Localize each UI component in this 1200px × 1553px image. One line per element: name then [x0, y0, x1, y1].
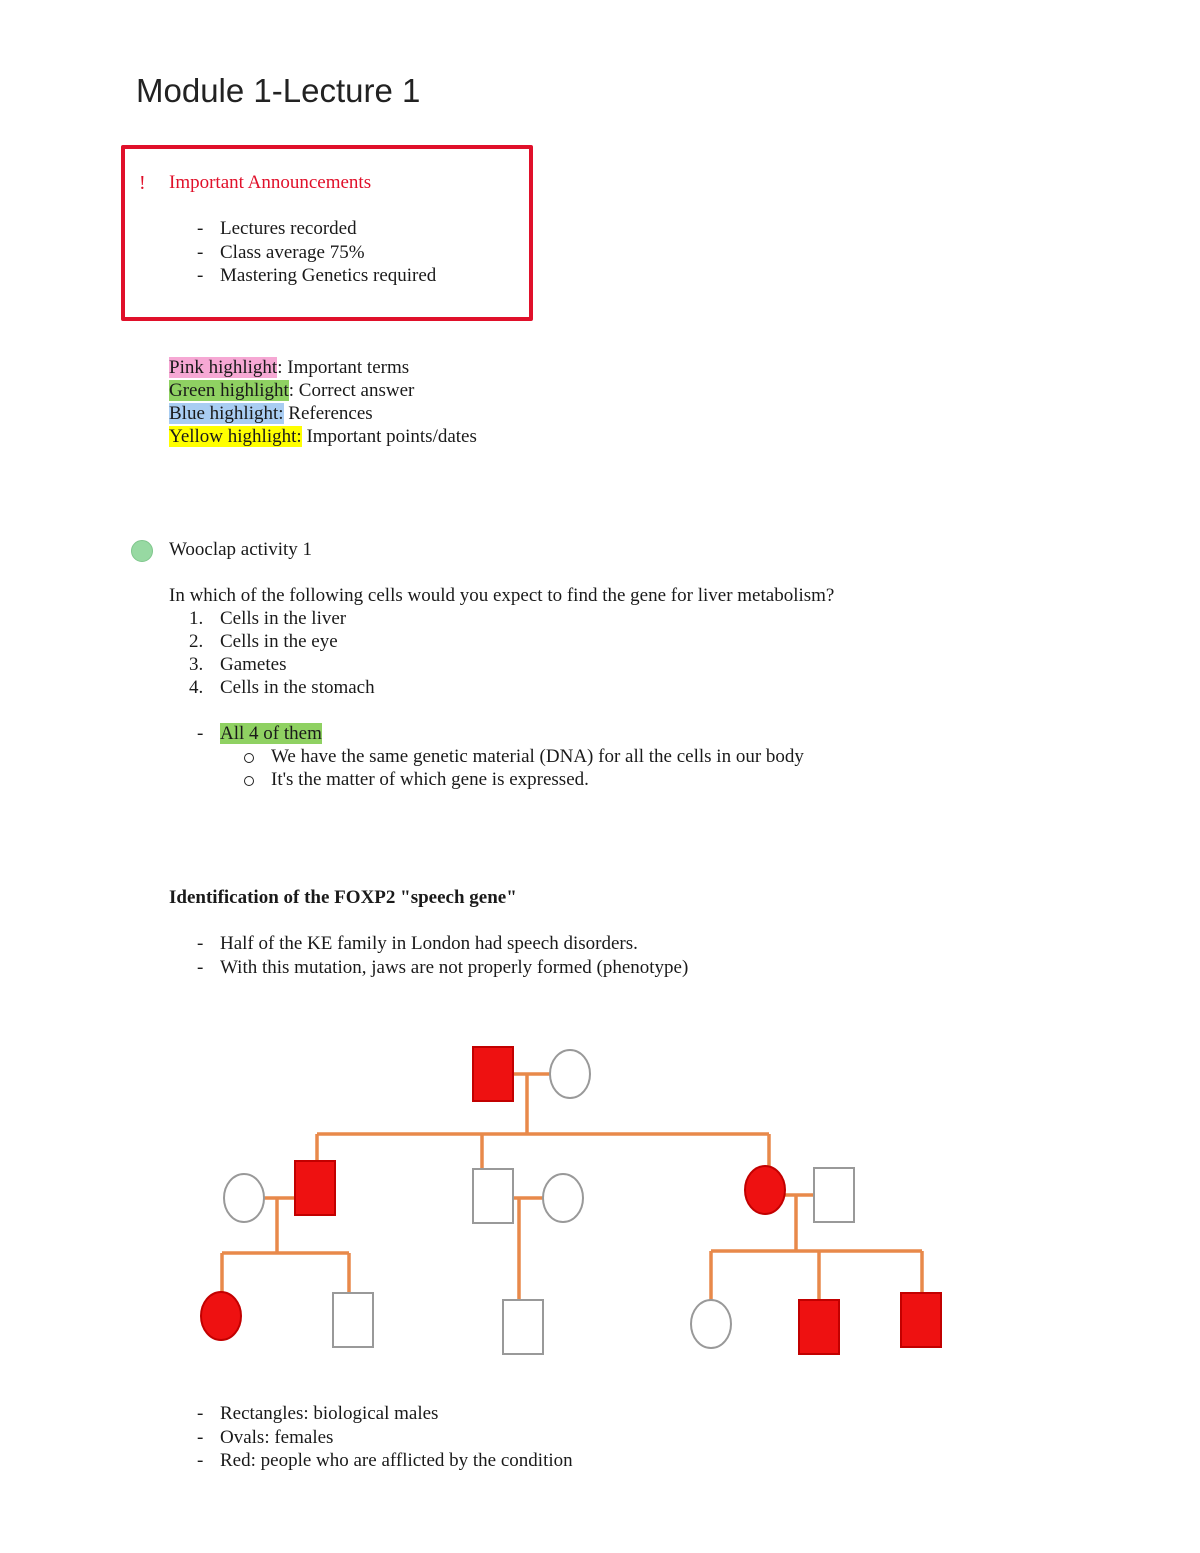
bullet-circle-icon: [244, 776, 254, 786]
section-heading: Identification of the FOXP2 "speech gene": [169, 887, 517, 908]
list-item: - Rectangles: biological males: [197, 1403, 439, 1424]
legend-blue: Blue highlight: References: [169, 403, 373, 424]
male-affected-symbol: [799, 1300, 839, 1354]
list-item: 2. Cells in the eye: [189, 631, 338, 652]
list-item: - With this mutation, jaws are not properly formed (phenotype): [197, 956, 689, 978]
pedigree-chart: [170, 1005, 982, 1380]
answer-item: - All 4 of them: [197, 723, 322, 744]
female-unaffected-symbol: [543, 1174, 583, 1222]
page-title: Module 1-Lecture 1: [136, 72, 421, 109]
list-item: 3. Gametes: [189, 654, 287, 675]
female-affected-symbol: [745, 1166, 785, 1214]
female-unaffected-symbol: [550, 1050, 590, 1098]
pedigree-individuals: [201, 1047, 941, 1354]
list-item: We have the same genetic material (DNA) for all the cells in our body: [169, 745, 804, 768]
list-item: - Mastering Genetics required: [197, 265, 437, 286]
bullet-circle-icon: [244, 753, 254, 763]
list-item: 1. Cells in the liver: [189, 608, 347, 629]
male-unaffected-symbol: [473, 1169, 513, 1223]
legend-green: Green highlight: Correct answer: [169, 380, 415, 401]
legend-pink: Pink highlight: Important terms: [169, 357, 410, 378]
male-unaffected-symbol: [503, 1300, 543, 1354]
activity-title: Wooclap activity 1: [169, 539, 313, 560]
legend-yellow: Yellow highlight: Important points/dates: [169, 426, 477, 447]
list-item: - Half of the KE family in London had speech disorders.: [197, 933, 638, 954]
male-affected-symbol: [473, 1047, 513, 1101]
options-list: [169, 607, 375, 699]
male-unaffected-symbol: [814, 1168, 854, 1222]
announcement-list: [169, 217, 436, 288]
female-affected-symbol: [201, 1292, 241, 1340]
activity-question: In which of the following cells would you expect to find the gene for liver metabolism?: [169, 585, 835, 606]
foxp2-list: [169, 932, 688, 979]
answer-block: [169, 722, 804, 791]
list-item: - Red: people who are afflicted by the condition: [197, 1450, 573, 1471]
list-item: - Lectures recorded: [197, 218, 357, 239]
pedigree-legend: [169, 1402, 573, 1473]
exclamation-icon: !: [139, 172, 146, 194]
list-item: - Class average 75%: [197, 241, 365, 263]
green-dot-icon: [131, 540, 153, 562]
male-unaffected-symbol: [333, 1293, 373, 1347]
male-affected-symbol: [901, 1293, 941, 1347]
male-affected-symbol: [295, 1161, 335, 1215]
female-unaffected-symbol: [691, 1300, 731, 1348]
highlight-legend: [169, 356, 477, 448]
list-item: It's the matter of which gene is expressed.: [169, 768, 804, 791]
announcement-heading: Important Announcements: [169, 172, 372, 193]
list-item: - Ovals: females: [197, 1426, 334, 1448]
list-item: 4. Cells in the stomach: [189, 677, 375, 698]
female-unaffected-symbol: [224, 1174, 264, 1222]
